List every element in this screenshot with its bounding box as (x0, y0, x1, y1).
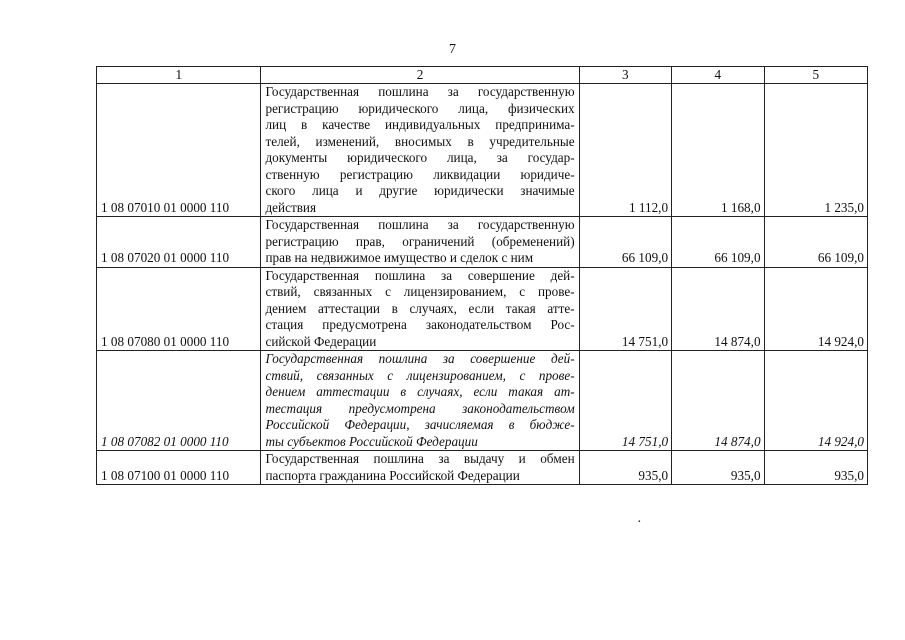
revenue-name-line: Российской Федерации, зачисляемая в бюдже- (265, 417, 575, 432)
revenue-name-line: стация предусмотрена законодательством Рос- (265, 317, 575, 332)
column-header-5: 5 (764, 67, 867, 84)
amount-cell-col-3: 66 109,0 (579, 217, 671, 268)
revenue-name-line: дением аттестации в случаях, если такая атте- (265, 300, 575, 316)
amount-cell-col-5: 1 235,0 (764, 84, 867, 217)
revenue-name-line: телей, изменений, вносимых в учредительные (265, 133, 575, 149)
amount-cell-col-4: 14 874,0 (672, 267, 764, 351)
amount-cell-col-5: 66 109,0 (764, 217, 867, 268)
revenue-name-line: тестация предусмотрена законодательством (265, 400, 575, 416)
revenue-name-line: прав на недвижимое имущество и сделок с ним (265, 250, 534, 265)
table-row (97, 451, 868, 485)
table-body (97, 84, 868, 485)
revenue-name-line: ствий, связанных с лицензированием, с прове- (265, 367, 575, 383)
revenue-name-cell (261, 451, 579, 485)
revenue-name-line: ствий, связанных с лицензированием, с прове- (265, 284, 575, 299)
amount-cell-col-3: 1 112,0 (579, 84, 671, 217)
revenue-name-line: документы юридического лица, за государ- (265, 150, 575, 165)
revenue-name-cell (261, 267, 579, 351)
table-row (97, 351, 868, 451)
budget-revenue-table (96, 66, 868, 485)
amount-cell-col-3: 14 751,0 (579, 351, 671, 451)
column-header-4: 4 (672, 67, 764, 84)
stray-mark: · (637, 515, 642, 530)
amount-cell-col-5: 935,0 (764, 451, 867, 485)
amount-cell-col-3: 935,0 (579, 451, 671, 485)
table-row (97, 267, 868, 351)
revenue-name-line: Государственная пошлина за государственную (265, 217, 575, 232)
revenue-name-line: регистрацию прав, ограничений (обременений) (265, 233, 575, 249)
revenue-name-line: паспорта гражданина Российской Федерации (265, 467, 520, 483)
amount-cell-col-5: 14 924,0 (764, 351, 867, 451)
budget-code-cell: 1 08 07010 01 0000 110 (97, 84, 261, 217)
amount-cell-col-3: 14 751,0 (579, 267, 671, 351)
amount-cell-col-4: 1 168,0 (672, 84, 764, 217)
revenue-name-line: действия (265, 199, 317, 215)
column-header-3: 3 (579, 67, 671, 84)
budget-code-cell: 1 08 07100 01 0000 110 (97, 451, 261, 485)
revenue-name-line: Государственная пошлина за совершение дей- (265, 351, 575, 366)
table-row (97, 84, 868, 217)
revenue-name-line: Государственная пошлина за выдачу и обмен (265, 451, 575, 466)
table-header-row (97, 67, 868, 84)
page-number: 7 (449, 42, 456, 57)
table-row (97, 217, 868, 268)
column-header-2: 2 (261, 67, 579, 84)
revenue-name-line: ты субъектов Российской Федерации (265, 433, 478, 449)
amount-cell-col-4: 14 874,0 (672, 351, 764, 451)
amount-cell-col-5: 14 924,0 (764, 267, 867, 351)
revenue-name-line: сийской Федерации (265, 333, 377, 349)
revenue-name-line: Государственная пошлина за государственную (265, 84, 575, 99)
revenue-name-line: Государственная пошлина за совершение дей- (265, 267, 575, 283)
budget-code-cell: 1 08 07020 01 0000 110 (97, 217, 261, 268)
revenue-name-cell (261, 217, 579, 268)
amount-cell-col-4: 66 109,0 (672, 217, 764, 268)
budget-code-cell: 1 08 07082 01 0000 110 (97, 351, 261, 451)
budget-code-cell: 1 08 07080 01 0000 110 (97, 267, 261, 351)
revenue-name-cell (261, 351, 579, 451)
revenue-name-line: ственную регистрацию ликвидации юридиче- (265, 166, 575, 182)
revenue-name-line: ского лица и другие юридически значимые (265, 183, 575, 198)
amount-cell-col-4: 935,0 (672, 451, 764, 485)
revenue-name-cell (261, 84, 579, 217)
revenue-name-line: лиц в качестве индивидуальных предпринима- (265, 117, 575, 132)
revenue-name-line: дением аттестации в случаях, если такая ат- (265, 384, 575, 399)
revenue-name-line: регистрацию юридического лица, физических (265, 100, 575, 116)
column-header-1: 1 (97, 67, 261, 84)
